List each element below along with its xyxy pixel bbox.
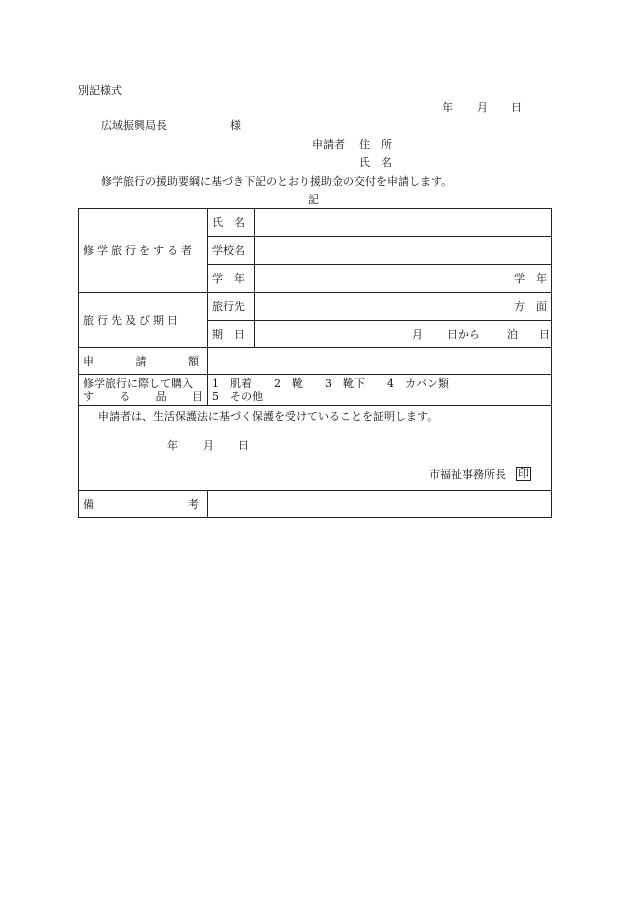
period-month: 月 xyxy=(412,327,423,341)
remarks-field[interactable] xyxy=(208,491,552,518)
group-traveler-label: 修学旅行をする者 xyxy=(79,209,208,293)
dest-suffix: 方 面 xyxy=(514,300,547,313)
table-row xyxy=(79,491,552,518)
cert-month: 月 xyxy=(203,439,214,452)
amount-label: 申 請 額 xyxy=(79,348,208,375)
application-table xyxy=(78,208,552,518)
table-row xyxy=(79,293,552,321)
grade-suffix: 学 年 xyxy=(514,272,547,285)
period-nights: 泊 xyxy=(507,327,518,341)
school-field[interactable] xyxy=(255,237,552,265)
period-field[interactable] xyxy=(255,321,552,348)
destination-field[interactable] xyxy=(255,293,552,321)
request-text: 修学旅行の援助要綱に基づき下記のとおり援助金の交付を申請します。 xyxy=(101,175,453,188)
date-day: 日 xyxy=(511,101,522,114)
remarks-label: 備 考 xyxy=(79,491,208,518)
items-line-1: 1 肌着 2 靴 3 靴下 4 カバン類 xyxy=(212,377,449,390)
table-row xyxy=(79,406,552,491)
period-days: 日 xyxy=(539,327,550,341)
amount-field[interactable] xyxy=(208,348,552,375)
cert-year: 年 xyxy=(167,439,178,452)
group-destination-label: 旅行先及び期日 xyxy=(79,293,208,348)
items-label: 修学旅行に際して購入 す る 品 目 xyxy=(79,375,208,406)
name-label: 氏 名 xyxy=(359,156,392,169)
period-from: 日から xyxy=(447,327,480,341)
table-row xyxy=(79,375,552,406)
table-row xyxy=(79,348,552,375)
ki-label: 記 xyxy=(308,193,319,206)
addressee: 広域振興局長 xyxy=(101,119,167,132)
table-row xyxy=(79,209,552,237)
row-school-label: 学校名 xyxy=(208,237,255,265)
date-year: 年 xyxy=(442,101,453,114)
applicant-label: 申請者 xyxy=(312,138,345,151)
form-label: 別記様式 xyxy=(78,84,122,97)
row-name-label: 氏 名 xyxy=(208,209,255,237)
certification-cell xyxy=(79,406,552,491)
items-line-2: 5 その他 xyxy=(212,390,263,403)
address-label: 住 所 xyxy=(359,138,392,151)
row-grade-label: 学 年 xyxy=(208,265,255,293)
cert-signer: 市福祉事務所長 xyxy=(429,468,506,481)
date-month: 月 xyxy=(477,101,488,114)
addressee-suffix: 様 xyxy=(230,119,241,132)
seal-box: 印 xyxy=(518,467,529,480)
cert-day: 日 xyxy=(238,439,249,452)
row-dest-label: 旅行先 xyxy=(208,293,255,321)
row-period-label: 期 日 xyxy=(208,321,255,348)
name-field[interactable] xyxy=(255,209,552,237)
cert-text: 申請者は、生活保護法に基づく保護を受けていることを証明します。 xyxy=(98,410,439,423)
grade-field[interactable] xyxy=(255,265,552,293)
items-field[interactable] xyxy=(208,375,552,406)
